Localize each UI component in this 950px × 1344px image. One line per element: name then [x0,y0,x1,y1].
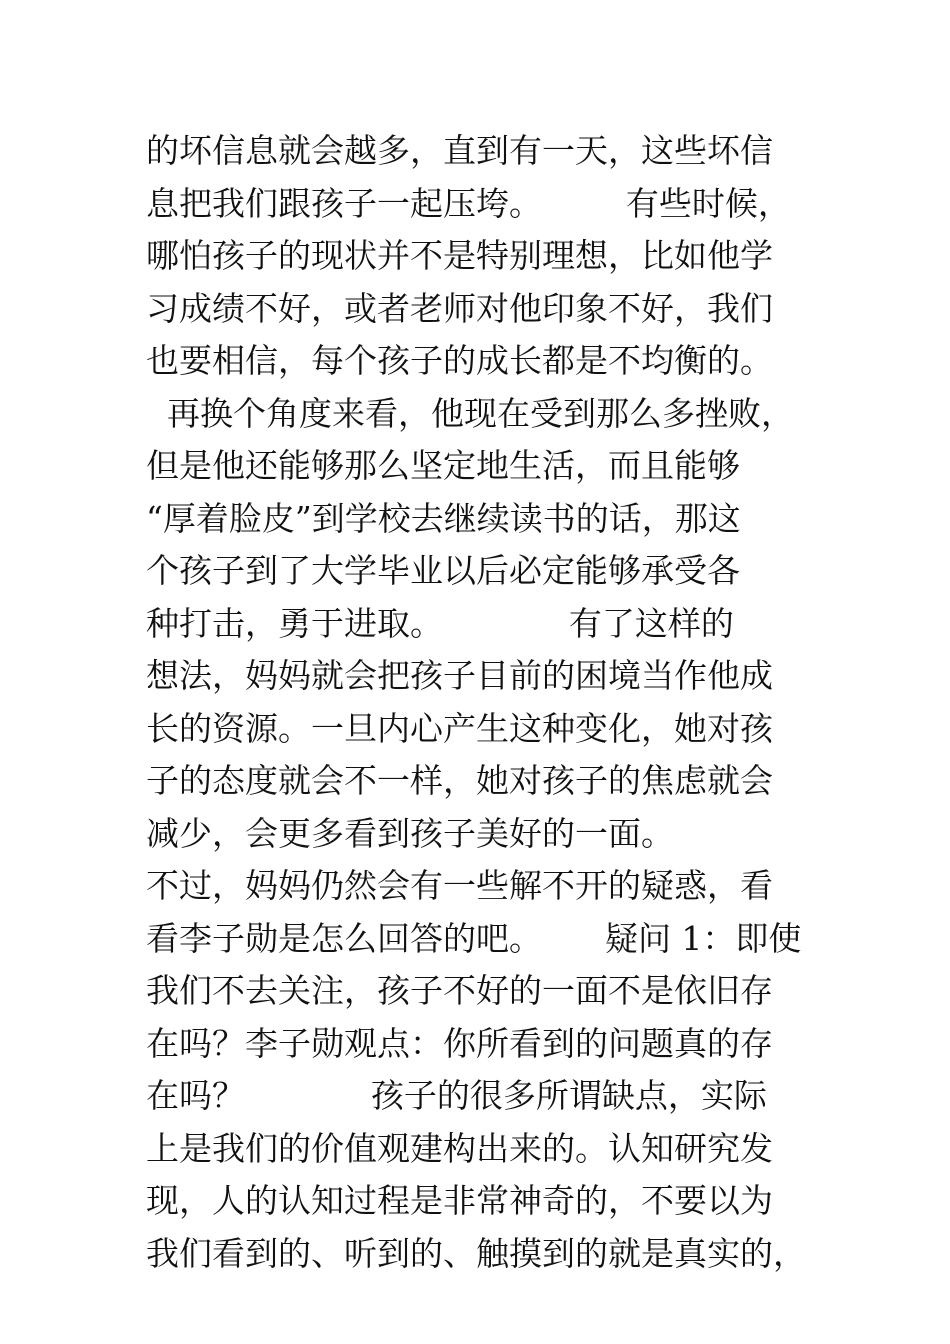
text-line: 长的资源。一旦内心产生这种变化，她对孩 [146,708,773,748]
text-line: 的坏信息就会越多，直到有一天，这些坏信 [146,131,773,170]
text-line: 不过，妈妈仍然会有一些解不开的疑惑，看 [146,866,773,905]
text-line: 习成绩不好，或者老师对他印象不好，我们 [146,288,773,328]
text-line: 看李子勋是怎么回答的吧。 疑问 1：即使 [146,918,802,958]
text-line: 息把我们跟孩子一起压垮。 有些时候， [146,183,791,223]
text-line: 减少，会更多看到孩子美好的一面。 [146,813,674,853]
text-line: 再换个角度来看，他现在受到那么多挫败， [146,393,794,433]
text-line: 也要相信，每个孩子的成长都是不均衡的。 [146,341,773,380]
body-text [146,125,826,1280]
text-line: 在吗？ 孩子的很多所谓缺点，实际 [146,1076,767,1115]
text-line: 哪怕孩子的现状并不是特别理想，比如他学 [146,236,773,275]
text-line: 上是我们的价值观建构出来的。认知研究发 [146,1128,773,1168]
text-line: 我们看到的、听到的、触摸到的就是真实的， [146,1233,806,1273]
text-line: 但是他还能够那么坚定地生活，而且能够 [146,446,740,485]
text-line: 在吗？李子勋观点：你所看到的问题真的存 [146,1023,773,1063]
text-line: 个孩子到了大学毕业以后必定能够承受各 [146,551,740,590]
text-line: 想法，妈妈就会把孩子目前的困境当作他成 [146,656,773,695]
text-line: 种打击，勇于进取。 有了这样的 [146,603,734,643]
text-line: 子的态度就会不一样，她对孩子的焦虑就会 [146,761,773,800]
text-line: 我们不去关注，孩子不好的一面不是依旧存 [146,971,773,1010]
text-line: 现，人的认知过程是非常神奇的，不要以为 [146,1181,773,1220]
text-line: “厚着脸皮”到学校去继续读书的话，那这 [146,498,741,538]
